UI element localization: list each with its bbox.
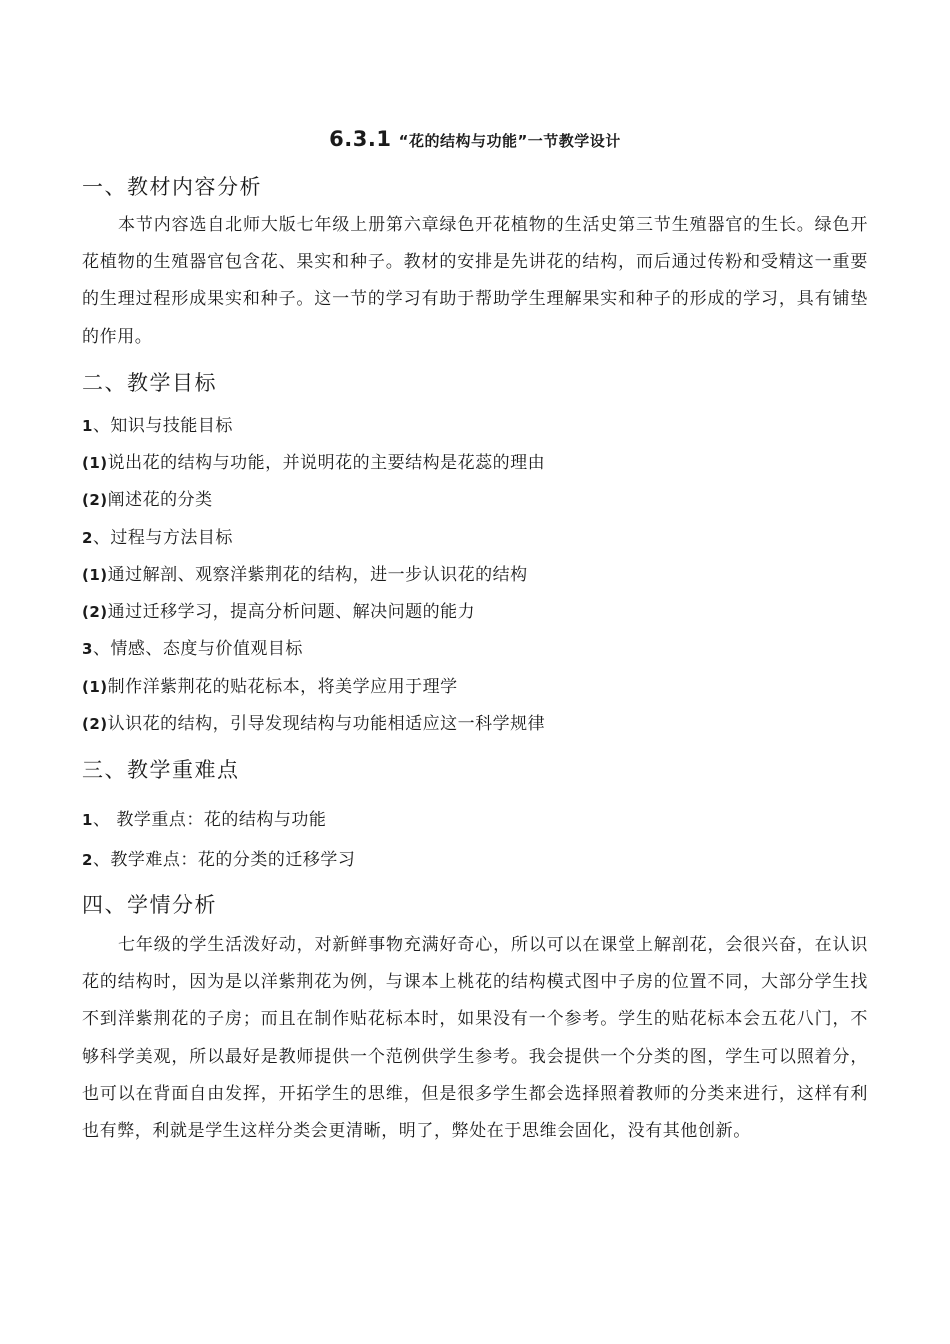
goal-item: (2)阐述花的分类 bbox=[82, 490, 213, 510]
goal-item: 2、过程与方法目标 bbox=[82, 528, 233, 548]
document-title bbox=[0, 126, 950, 154]
goal-item: (1)通过解剖、观察洋紫荆花的结构，进一步认识花的结构 bbox=[82, 565, 528, 585]
goal-item: 3、情感、态度与价值观目标 bbox=[82, 639, 303, 659]
key-point-item: 1、 教学重点：花的结构与功能 bbox=[82, 810, 327, 830]
title-number: 6.3.1 bbox=[329, 127, 392, 151]
material-analysis-paragraph: 本节内容选自北师大版七年级上册第六章绿色开花植物的生活史第三节生殖器官的生长。绿色开花植物的生殖器官包含花、果实和种子。教材的安排是先讲花的结构，而后通过传粉和受精这一重要的生理过程形成果实和种子。这一节的学习有助于帮助学生理解果实和种子的形成的学习，具有铺垫的作用。 bbox=[82, 215, 868, 347]
key-point-item: 2、教学难点：花的分类的迁移学习 bbox=[82, 850, 356, 870]
goal-item: (2)认识花的结构，引导发现结构与功能相适应这一科学规律 bbox=[82, 714, 546, 734]
section-heading-key-points: 三、教学重难点 bbox=[82, 758, 240, 782]
section-heading-student-analysis: 四、学情分析 bbox=[82, 893, 217, 917]
title-text: “花的结构与功能”一节教学设计 bbox=[398, 132, 621, 150]
goal-item: (2)通过迁移学习，提高分析问题、解决问题的能力 bbox=[82, 602, 476, 622]
section-heading-teaching-goals: 二、教学目标 bbox=[82, 371, 217, 395]
student-analysis-paragraph: 七年级的学生活泼好动，对新鲜事物充满好奇心，所以可以在课堂上解剖花，会很兴奋，在认识花的结构时，因为是以洋紫荆花为例，与课本上桃花的结构模式图中子房的位置不同，大部分学生找不到洋紫荆花的子房；而且在制作贴花标本时，如果没有一个参考。学生的贴花标本会五花八门，不够科学美观，所以最好是教师提供一个范例供学生参考。我会提供一个分类的图，学生可以照着分，也可以在背面自由发挥，开拓学生的思维，但是很多学生都会选择照着教师的分类来进行，这样有利也有弊，利就是学生这样分类会更清晰，明了，弊处在于思维会固化，没有其他创新。 bbox=[82, 935, 868, 1142]
goal-item: 1、知识与技能目标 bbox=[82, 416, 233, 436]
section-heading-material-analysis: 一、教材内容分析 bbox=[82, 175, 262, 199]
goal-item: (1)制作洋紫荆花的贴花标本，将美学应用于理学 bbox=[82, 677, 458, 697]
goal-item: (1)说出花的结构与功能，并说明花的主要结构是花蕊的理由 bbox=[82, 453, 546, 473]
